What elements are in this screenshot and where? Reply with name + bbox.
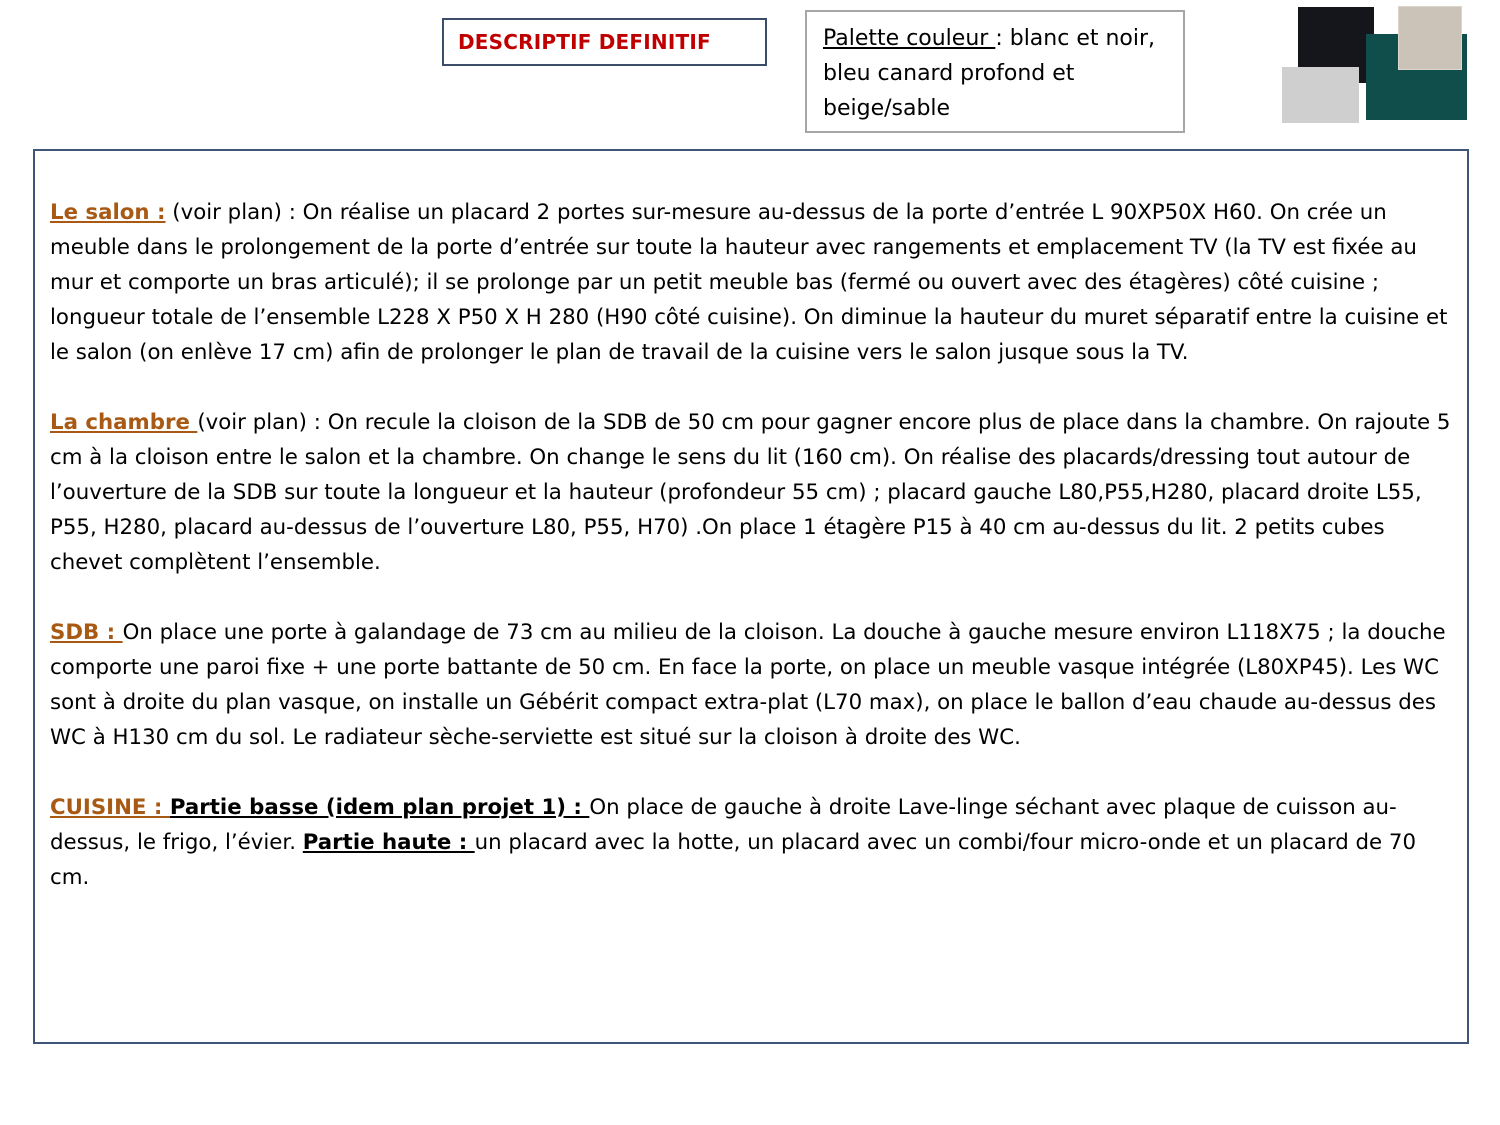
palette-text: : blanc et noir, bleu canard profond et beige/sable [823,26,1156,121]
swatch-beige [1398,6,1462,70]
section-text-salon: (voir plan) : On réalise un placard 2 portes sur-mesure au-dessus de la porte d’entrée L 90XP50X H60. On crée un meuble dans le prolongement de la porte d’entrée sur toute la hauteur avec rangements et emplacement TV (la TV est fixée au mur et comporte un bras articulé); il se prolonge par un petit meuble bas (fermé ou ouvert avec des étagères) côté cuisine ; longueur totale de l’ensemble L228 X P50 X H 280 (H90 côté cuisine). On diminue la hauteur du muret séparatif entre la cuisine et le salon (on enlève 17 cm) afin de prolonger le plan de travail de la cuisine vers le salon jusque sous la TV. [50,200,1448,365]
section-sdb [50,615,1455,755]
page-title: DESCRIPTIF DEFINITIF [458,30,711,54]
text-partie-haute: un placard avec la hotte, un placard avec un combi/four micro-onde et un placard de 70 cm. [50,830,1416,890]
palette-box [805,10,1185,133]
section-text-sdb: On place une porte à galandage de 73 cm au milieu de la cloison. La douche à gauche mesure environ L118X75 ; la douche comporte une paroi fixe + une porte battante de 50 cm. En face la porte, on place un meuble vasque intégrée (L80XP45). Les WC sont à droite du plan vasque, on installe un Gébérit compact extra-plat (L70 max), on place le ballon d’eau chaude au-dessus des WC à H130 cm du sol. Le radiateur sèche-serviette est situé sur la cloison à droite des WC. [50,620,1446,750]
palette-label: Palette couleur [823,26,996,51]
description-box [33,149,1469,1044]
subheading-partie-basse: Partie basse (idem plan projet 1) : [169,795,590,820]
section-heading-salon: Le salon : [50,200,166,225]
title-box [442,18,767,66]
section-heading-sdb: SDB : [50,620,123,645]
section-chambre [50,405,1455,580]
color-swatches [1281,4,1471,124]
section-heading-chambre: La chambre [50,410,198,435]
section-heading-cuisine: CUISINE : [50,795,170,820]
swatch-blanc [1282,67,1359,123]
section-salon [50,195,1455,370]
section-cuisine [50,790,1455,895]
section-text-chambre: (voir plan) : On recule la cloison de la SDB de 50 cm pour gagner encore plus de place dans la chambre. On rajoute 5 cm à la cloison entre le salon et la chambre. On change le sens du lit (160 cm). On réalise des placards/dressing tout autour de l’ouverture de la SDB sur toute la longueur et la hauteur (profondeur 55 cm) ; placard gauche L80,P55,H280, placard droite L55, P55, H280, placard au-dessus de l’ouverture L80, P55, H70) .On place 1 étagère P15 à 40 cm au-dessus du lit. 2 petits cubes chevet complètent l’ensemble. [50,410,1451,575]
subheading-partie-haute: Partie haute : [302,830,475,855]
text-partie-basse: On place de gauche à droite Lave-linge séchant avec plaque de cuisson au-dessus, le frigo, l’évier. [50,795,1397,855]
